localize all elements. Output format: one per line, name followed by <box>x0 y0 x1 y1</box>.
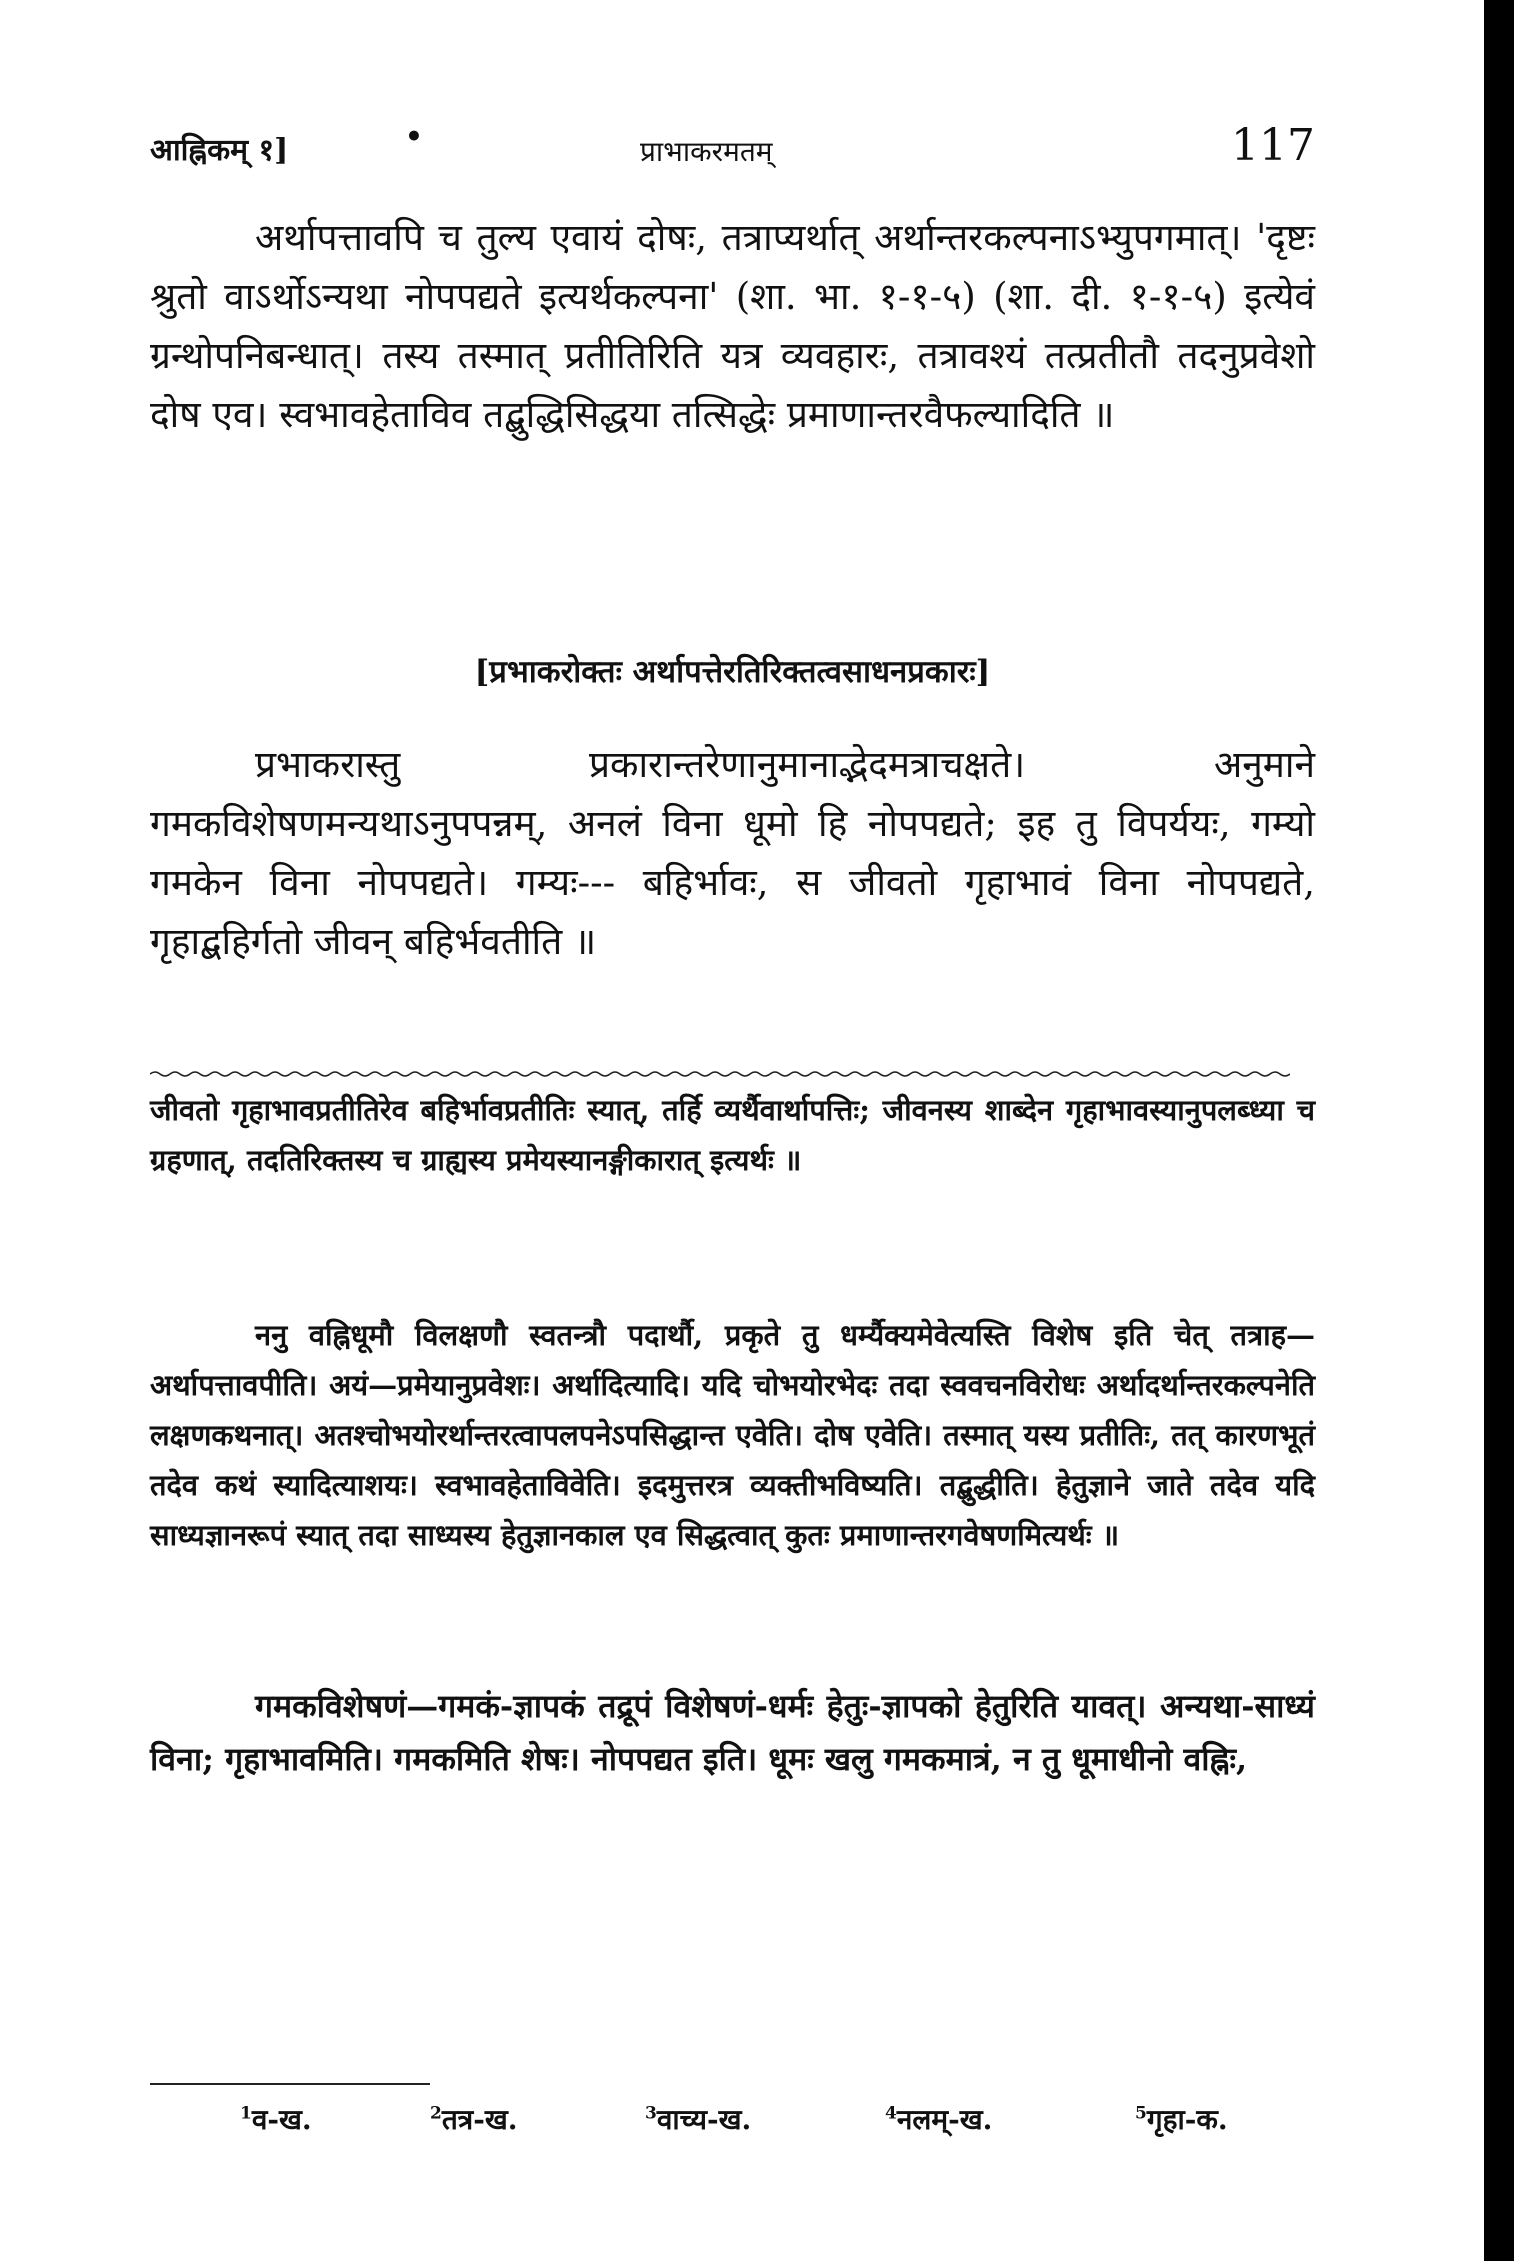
footnote-text: तत्र-ख. <box>441 2103 518 2136</box>
footnote-number: 3 <box>645 2103 657 2124</box>
footnote-number: 2 <box>430 2103 442 2124</box>
footnote-1 <box>240 2100 312 2138</box>
footnote-text: नलम्-ख. <box>896 2103 993 2136</box>
commentary-paragraph: जीवतो गृहाभावप्रतीतिरेव बहिर्भावप्रतीतिः स्यात्, तर्हि व्यर्थैवार्थापत्तिः; जीवनस्य शाब्देन गृहाभावस्यानुपलब्ध्या च ग्रहणात्, तदतिरिक्तस्य च ग्राह्यस्य प्रमेयस्यानङ्गीकारात् इत्यर्थः ॥ <box>150 1093 1315 1177</box>
footnote-3 <box>645 2100 751 2138</box>
chapter-label: आह्निकम् १] <box>150 133 289 168</box>
main-text-block-2 <box>150 735 1315 971</box>
running-header <box>150 118 1315 178</box>
footnotes <box>240 2100 1315 2140</box>
main-text-block-1 <box>150 208 1315 444</box>
footnote-number: 5 <box>1135 2103 1147 2124</box>
commentary-block-1 <box>150 1085 1315 1185</box>
footnote-number: 4 <box>885 2103 897 2124</box>
main-paragraph: प्रभाकरास्तु प्रकारान्तरेणानुमानाद्भेदमत्राचक्षते। अनुमाने गमकविशेषणमन्यथाऽनुपपन्नम्, अनलं विना धूमो हि नोपपद्यते; इह तु विपर्ययः, गम्यो गमकेन विना नोपपद्यते। गम्यः--- बहिर्भावः, स जीवतो गृहाभावं विना नोपपद्यते, गृहाद्बहिर्गतो जीवन् बहिर्भवतीति ॥ <box>150 743 1315 963</box>
commentary-block-3 <box>150 1680 1315 1786</box>
footnote-2 <box>430 2100 518 2138</box>
footnote-text: गृहा-क. <box>1146 2103 1228 2136</box>
section-heading: [प्रभाकरोक्तः अर्थापत्तेरतिरिक्तत्वसाधनप्रकारः] <box>474 654 991 690</box>
footnote-text: वाच्य-ख. <box>656 2103 752 2136</box>
commentary-divider <box>150 1070 1290 1078</box>
page-number: 117 <box>1231 120 1315 171</box>
commentary-block-2 <box>150 1310 1315 1560</box>
running-title: प्राभाकरमतम् <box>640 135 773 168</box>
footnote-4 <box>885 2100 992 2138</box>
commentary-paragraph: गमकविशेषणं—गमकं-ज्ञापकं तद्रूपं विशेषणं-धर्मः हेतुः-ज्ञापको हेतुरिति यावत्। अन्यथा-साध्यं विना; गृहाभावमिति। गमकमिति शेषः। नोपपद्यत इति। धूमः खलु गमकमात्रं, न तु धूमाधीनो वह्निः, <box>150 1687 1315 1778</box>
scan-border <box>1484 0 1514 2261</box>
commentary-paragraph: ननु वह्निधूमौ विलक्षणौ स्वतन्त्रौ पदार्थौ, प्रकृते तु धर्म्यैक्यमेवेत्यस्ति विशेष इति चेत् तत्राह—अर्थापत्तावपीति। अयं—प्रमेयानुप्रवेशः। अर्थादित्यादि। यदि चोभयोरभेदः तदा स्ववचनविरोधः अर्थादर्थान्तरकल्पनेति लक्षणकथनात्। अतश्चोभयोरर्थान्तरत्वापलपनेऽपसिद्धान्त एवेति। दोष एवेति। तस्मात् यस्य प्रतीतिः, तत् कारणभूतं तदेव कथं स्यादित्याशयः। स्वभावहेताविवेति। इदमुत्तरत्र व्यक्तीभविष्यति। तद्बुद्धीति। हेतुज्ञाने जाते तदेव यदि साध्यज्ञानरूपं स्यात् तदा साध्यस्य हेतुज्ञानकाल एव सिद्धत्वात् कुतः प्रमाणान्तरगवेषणमित्यर्थः ॥ <box>150 1318 1315 1552</box>
header-dot: • <box>405 120 423 153</box>
main-paragraph: अर्थापत्तावपि च तुल्य एवायं दोषः, तत्राप्यर्थात् अर्थान्तरकल्पनाऽभ्युपगमात्। 'दृष्टः श्रुतो वाऽर्थोऽन्यथा नोपपद्यते इत्यर्थकल्पना' (शा. भा. १-१-५) (शा. दी. १-१-५) इत्येवं ग्रन्थोपनिबन्धात्। तस्य तस्मात् प्रतीतिरिति यत्र व्यवहारः, तत्रावश्यं तत्प्रतीतौ तदनुप्रवेशो दोष एव। स्वभावहेताविव तद्बुद्धिसिद्धया तत्सिद्धेः प्रमाणान्तरवैफल्यादिति ॥ <box>150 216 1315 436</box>
footnote-5 <box>1135 2100 1228 2138</box>
footnote-number: 1 <box>240 2103 252 2124</box>
footnote-rule <box>150 2083 430 2085</box>
footnote-text: व-ख. <box>251 2103 312 2136</box>
